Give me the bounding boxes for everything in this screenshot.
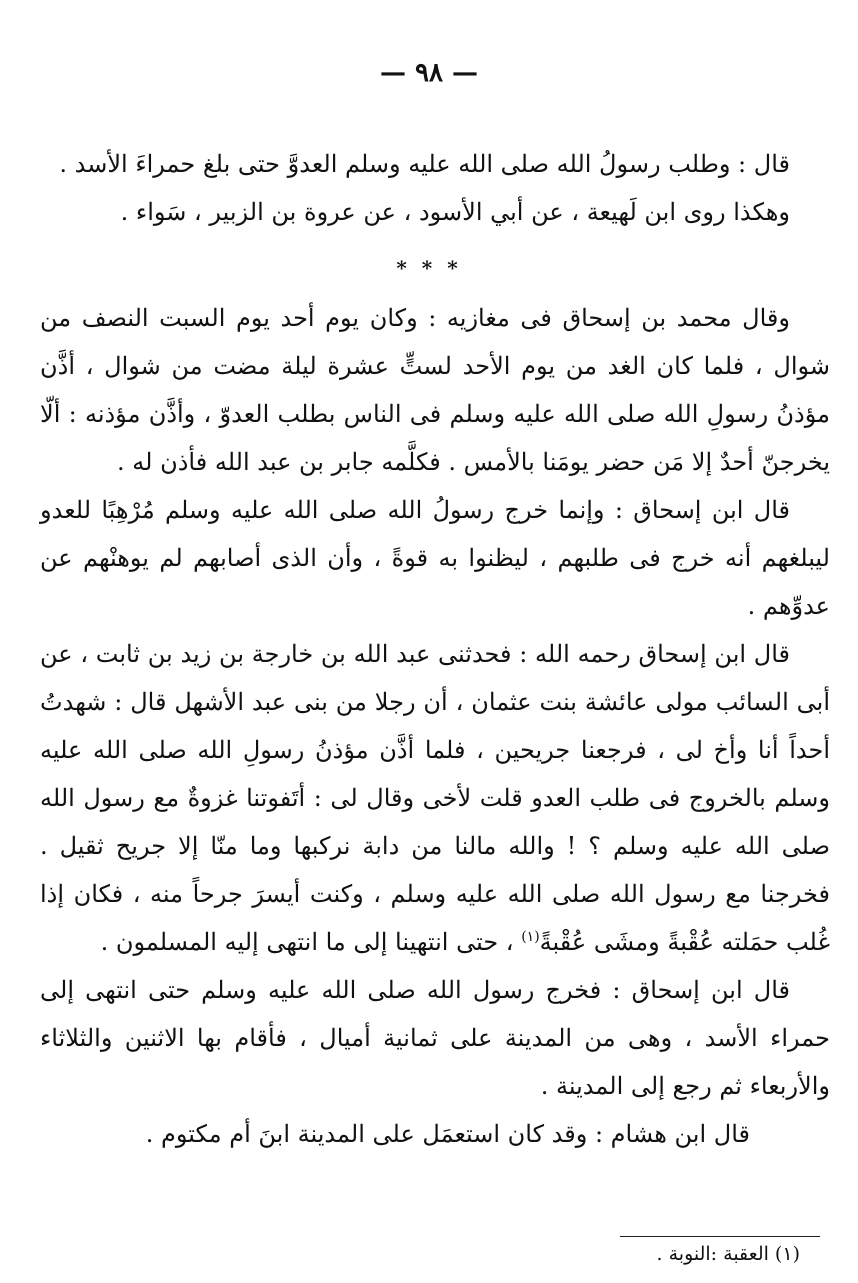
paragraph-7: قال ابن هشام : وقد كان استعمَل على المدينة ابنَ أم مكتوم .	[145, 1120, 750, 1148]
paragraph-5-text: قال ابن إسحاق رحمه الله : فحدثنى عبد الله بن خارجة بن زيد بن ثابت ، عن أبى السائب مولى عائشة بنت عثمان ، أن رجلا من بنى عبد الأشهل قال : شهدتُ أحداً أنا وأخ لى ، فرجعنا جريحين ، فلما أذَّن مؤذنُ رسولِ الله صلى الله عليه وسلم بالخروج فى طلب العدو قلت لأخى وقال لى : أتَفوتنا غزوةٌ مع رسول الله صلى الله عليه وسلم ؟ ! والله مالنا من دابة نركبها وما منّا إلا جريح ثقيل . فخرجنا مع رسول الله صلى الله عليه وسلم ، وكنت أيسرَ جرحاً منه ، فكان إذا غُلب حمَلته عُقْبةً ومشَى عُقْبةً	[40, 640, 830, 956]
paragraph-4: قال ابن إسحاق : وإنما خرج رسولُ الله صلى الله عليه وسلم مُرْهِبًا للعدو ليبلغهم أنه خرج فى طلبهم ، ليظنوا به قوةً ، وأن الذى أصابهم لم يوهنْهم عن عدوِّهم .	[40, 496, 830, 620]
paragraph-1: قال : وطلب رسولُ الله صلى الله عليه وسلم العدوَّ حتى بلغ حمراءَ الأسد .	[59, 150, 790, 178]
section-separator: * * *	[396, 256, 462, 280]
paragraph-3: وقال محمد بن إسحاق فى مغازيه : وكان يوم أحد يوم السبت النصف من شوال ، فلما كان الغد من يوم الأحد لستٍّ عشرة ليلة مضت من شوال ، أذَّن مؤذنُ رسولِ الله صلى الله عليه وسلم فى الناس بطلب العدوّ ، وأذَّن مؤذنه : ألّا يخرجنّ أحدٌ إلا مَن حضر يومَنا بالأمس . فكلَّمه جابر بن عبد الله فأذن له .	[40, 304, 830, 476]
paragraph-5-end: ، حتى انتهينا إلى ما انتهى إليه المسلمون .	[100, 928, 522, 956]
footnote: (١) العقبة :النوبة .	[656, 1243, 800, 1265]
paragraph-6: قال ابن إسحاق : فخرج رسول الله صلى الله عليه وسلم حتى انتهى إلى حمراء الأسد ، وهى من المدينة على ثمانية أميال ، فأقام بها الاثنين والثلاثاء والأربعاء ثم رجع إلى المدينة .	[40, 976, 830, 1100]
footnote-marker[interactable]: (١)	[521, 929, 540, 945]
paragraph-5	[40, 630, 830, 966]
page-number: — ٩٨ —	[379, 58, 479, 88]
footnote-rule	[620, 1236, 820, 1237]
intro-block	[40, 140, 830, 236]
main-text-block	[40, 294, 830, 1158]
paragraph-2: وهكذا روى ابن لَهيعة ، عن أبي الأسود ، عن عروة بن الزبير ، سَواء .	[120, 198, 790, 226]
